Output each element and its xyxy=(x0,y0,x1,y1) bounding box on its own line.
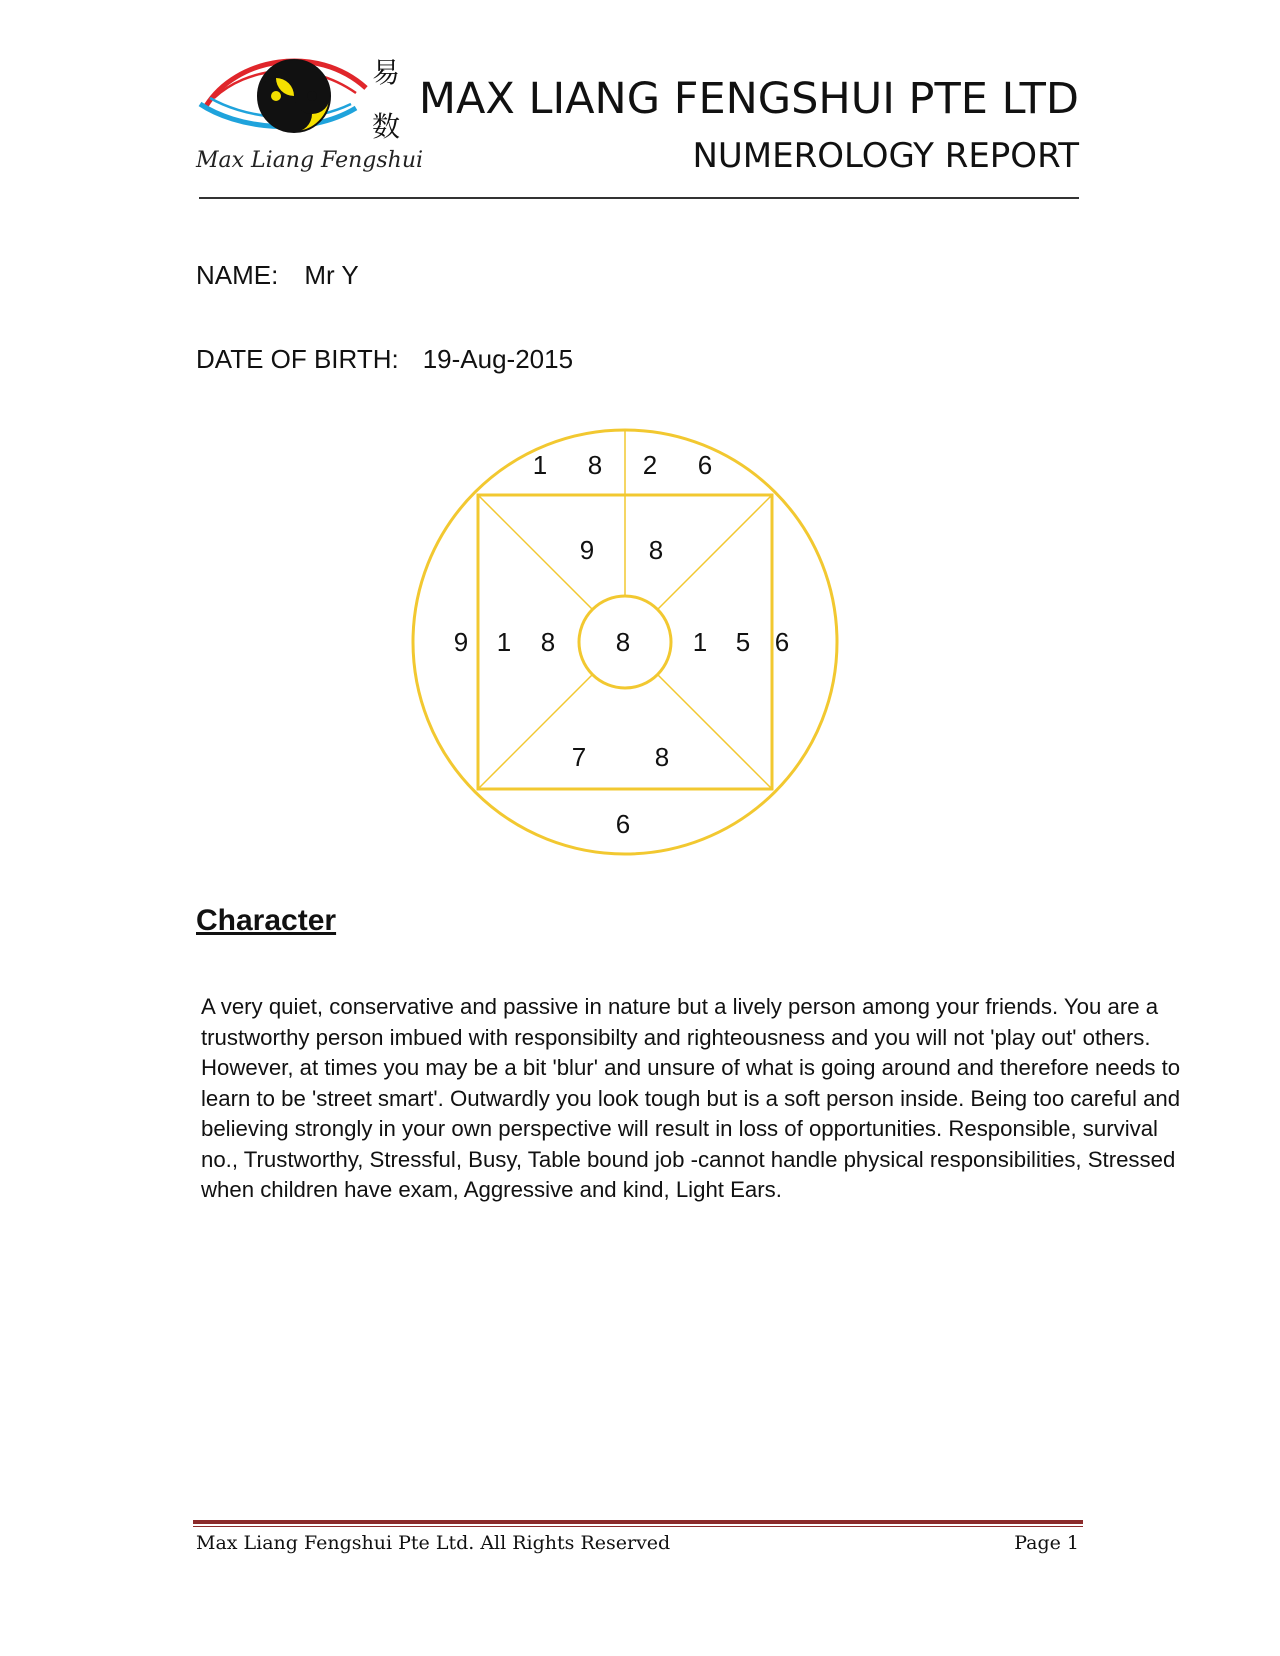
dob-field xyxy=(196,344,573,375)
bottom-inner-number: 7 xyxy=(571,742,587,772)
dob-label: DATE OF BIRTH: xyxy=(196,344,399,374)
company-title: MAX LIANG FENGSHUI PTE LTD xyxy=(418,74,1079,124)
footer-copyright: Max Liang Fengshui Pte Ltd. All Rights Reserved xyxy=(196,1532,671,1554)
numerology-chart xyxy=(405,422,845,862)
top-outer-number: 8 xyxy=(587,450,603,480)
top-inner-number: 8 xyxy=(648,535,664,565)
character-text: A very quiet, conservative and passive in nature but a lively person among your friends. You are a trustworthy person imbued with responsibilty and righteousness and you will not 'play out' others. However, at times you may be a bit 'blur' and unsure of what is going around and therefore needs to learn to be 'street smart'. Outwardly you look tough but is a soft person inside. Being too careful and believing strongly in your own perspective will result in loss of opportunities. Responsible, survival no., Trustworthy, Stressful, Busy, Table bound job -cannot handle physical responsibilities, Stressed when children have exam, Aggressive and kind, Light Ears. xyxy=(201,994,1181,1202)
page-number: Page 1 xyxy=(1014,1532,1079,1554)
top-outer-number: 6 xyxy=(697,450,713,480)
footer-divider-thin xyxy=(193,1526,1083,1527)
right-number: 6 xyxy=(774,627,790,657)
name-label: NAME: xyxy=(196,260,279,290)
bottom-inner-number: 8 xyxy=(654,742,670,772)
header-divider xyxy=(199,197,1079,199)
diagonal-tl xyxy=(478,495,595,609)
yin-yang-eye-icon xyxy=(196,48,406,148)
right-number: 1 xyxy=(692,627,708,657)
diagonal-br xyxy=(658,675,772,789)
top-inner-number: 9 xyxy=(579,535,595,565)
left-number: 1 xyxy=(496,627,512,657)
right-number: 5 xyxy=(735,627,751,657)
logo-char-shu: 数 xyxy=(372,110,401,143)
footer-divider-thick xyxy=(193,1520,1083,1524)
character-heading: Character xyxy=(196,904,337,937)
name-value: Mr Y xyxy=(304,260,359,290)
logo-char-yi: 易 xyxy=(372,56,401,89)
company-logo xyxy=(196,48,424,196)
name-field xyxy=(196,260,359,291)
report-title: NUMEROLOGY REPORT xyxy=(692,136,1079,176)
top-outer-number: 2 xyxy=(642,450,658,480)
diagonal-tr xyxy=(658,495,772,609)
top-outer-number: 1 xyxy=(532,450,548,480)
bottom-outer-number: 6 xyxy=(615,809,631,839)
logo-script-text: Max Liang Fengshui xyxy=(196,148,424,173)
left-number: 8 xyxy=(540,627,556,657)
center-number: 8 xyxy=(615,627,631,657)
dob-value: 19-Aug-2015 xyxy=(422,344,574,374)
left-number: 9 xyxy=(453,627,469,657)
